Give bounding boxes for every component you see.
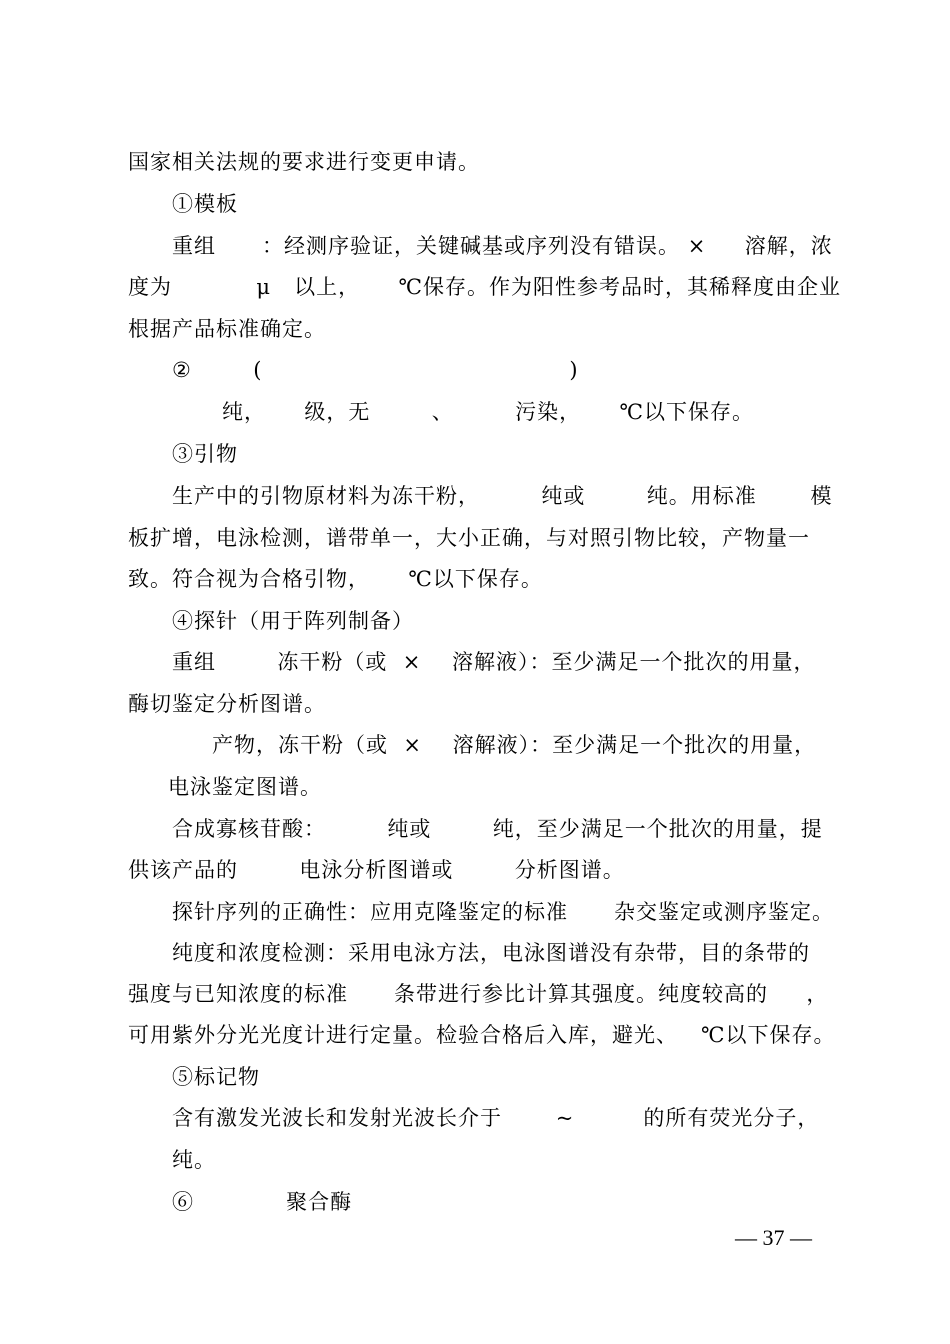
text-line-16: 电泳鉴定图谱。 (168, 775, 322, 799)
text-line-24: 含有激发光波长和发射光波长介于 ~ 的所有荧光分子， (172, 1106, 820, 1130)
text-line-2: ①模板 (172, 192, 238, 216)
text-line-17: 合成寡核苷酸： 纯或 纯，至少满足一个批次的用量，提 (172, 817, 823, 841)
text-line-4: 度为 μ 以上， ℃保存。作为阳性参考品时，其稀释度由企业 (128, 275, 841, 299)
text-line-19: 探针序列的正确性：应用克隆鉴定的标准 杂交鉴定或测序鉴定。 (172, 900, 835, 924)
text-line-1: 国家相关法规的要求进行变更申请。 (128, 150, 480, 174)
text-line-26: ⑥ 聚合酶 (172, 1190, 353, 1214)
text-line-14: 酶切鉴定分析图谱。 (128, 692, 326, 716)
text-line-13: 重组 冻干粉（或 × 溶解液）：至少满足一个批次的用量， (172, 650, 816, 674)
text-line-9: 生产中的引物原材料为冻干粉， 纯或 纯。用标准 模 (172, 484, 833, 508)
text-line-10: 板扩增，电泳检测，谱带单一，大小正确，与对照引物比较，产物量一 (128, 526, 810, 550)
text-line-18: 供该产品的 电泳分析图谱或 分析图谱。 (128, 858, 625, 882)
text-line-8: ③引物 (172, 442, 238, 466)
text-line-15: 产物，冻干粉（或 × 溶解液）：至少满足一个批次的用量， (212, 733, 817, 757)
text-line-22: 可用紫外分光光度计进行定量。检验合格后入库，避光、 ℃以下保存。 (128, 1023, 836, 1047)
text-line-21: 强度与已知浓度的标准 条带进行参比计算其强度。纯度较高的 ， (128, 982, 829, 1006)
page-number: — 37 — (735, 1225, 812, 1250)
text-line-6: ② ( ) (172, 358, 579, 382)
text-line-20: 纯度和浓度检测：采用电泳方法，电泳图谱没有杂带，目的条带的 (172, 941, 810, 965)
text-line-11: 致。符合视为合格引物， ℃以下保存。 (128, 567, 543, 591)
text-line-23: ⑤标记物 (172, 1065, 260, 1089)
text-line-12: ④探针（用于阵列制备） (172, 609, 414, 633)
text-line-5: 根据产品标准确定。 (128, 317, 326, 341)
text-line-3: 重组 ：经测序验证，关键碱基或序列没有错误。 × 溶解，浓 (172, 234, 833, 258)
text-line-7: 纯， 级，无 、 污染， ℃以下保存。 (222, 400, 755, 424)
text-line-25: 纯。 (172, 1148, 216, 1172)
